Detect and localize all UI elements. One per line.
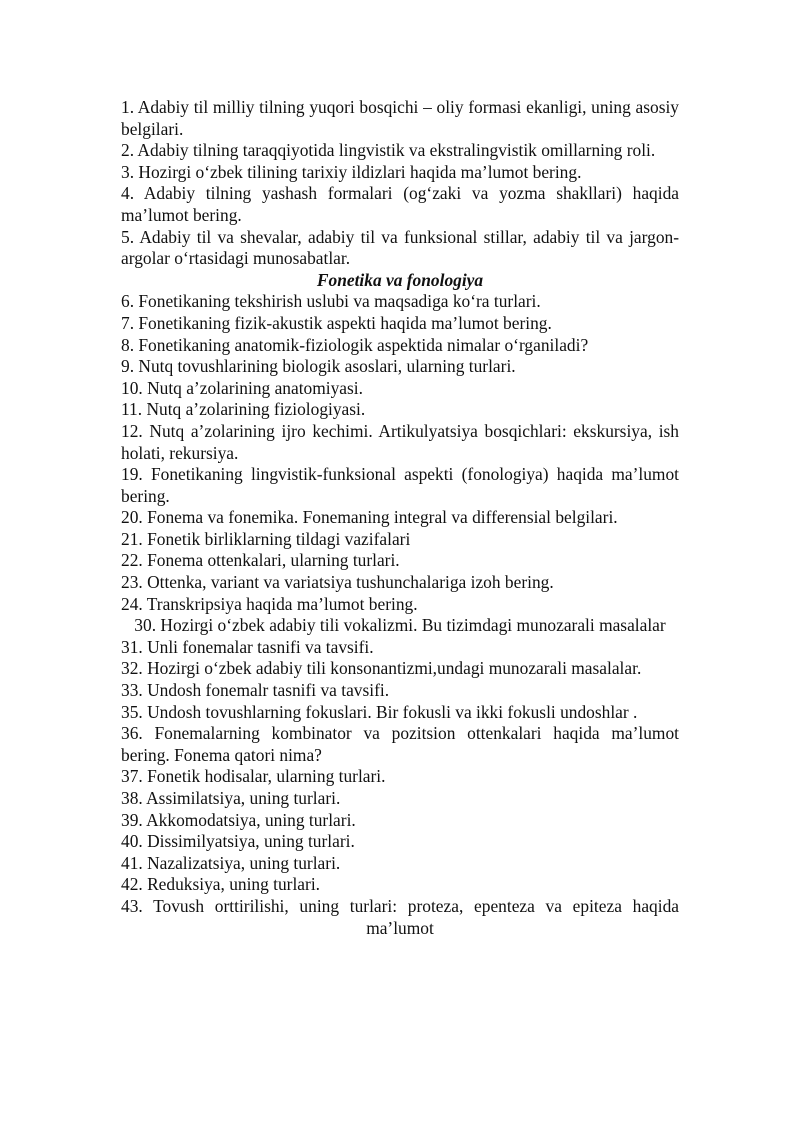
list-item: 24. Transkripsiya haqida maʼlumot bering. xyxy=(121,593,418,614)
list-item: 5. Adabiy til va shevalar, adabiy til va funksional stillar, adabiy til va jargon-argolar oʻrtasidagi munosabatlar. xyxy=(121,226,679,269)
list-item: 9. Nutq tovushlarining biologik asoslari, ularning turlari. xyxy=(121,356,516,377)
list-item: 33. Undosh fonemalr tasnifi va tavsifi. xyxy=(121,680,390,701)
list-item: 1. Adabiy til milliy tilning yuqori bosqichi – oliy formasi ekanligi, uning asosiy belgilari. xyxy=(121,97,679,139)
list-item: 10. Nutq a’zolarining anatomiyasi. xyxy=(121,377,363,398)
list-item: 40. Dissimilyatsiya, uning turlari. xyxy=(121,831,355,852)
list-item: 23. Ottenka, variant va variatsiya tushunchalariga izoh bering. xyxy=(121,572,554,593)
list-item: 35. Undosh tovushlarning fokuslari. Bir fokusli va ikki fokusli undoshlar . xyxy=(121,701,638,722)
list-item: 12. Nutq a’zolarining ijro kechimi. Artikulyatsiya bosqichlari: ekskursiya, ish holati, rekursiya. xyxy=(121,420,679,463)
list-item: 41. Nazalizatsiya, uning turlari. xyxy=(121,852,341,873)
list-item: 43. Tovush orttirilishi, uning turlari: proteza, epenteza va epiteza haqida maʼlumot xyxy=(121,895,679,938)
list-item: 38. Assimilatsiya, uning turlari. xyxy=(121,788,341,808)
list-item: 4. Adabiy tilning yashash formalari (ogʻzaki va yozma shakllari) haqida maʼlumot bering. xyxy=(121,183,679,225)
list-item: 30. Hozirgi oʻzbek adabiy tili vokalizmi. Bu tizimdagi munozarali masalalar xyxy=(134,615,666,636)
list-item: 42. Reduksiya, uning turlari. xyxy=(121,874,320,895)
list-item: 3. Hozirgi oʻzbek tilining tarixiy ildizlari haqida maʼlumot bering. xyxy=(121,161,582,182)
list-item: 6. Fonetikaning tekshirish uslubi va maqsadiga koʻra turlari. xyxy=(121,291,541,312)
list-item: 31. Unli fonemalar tasnifi va tavsifi. xyxy=(121,636,374,657)
list-item: 37. Fonetik hodisalar, ularning turlari. xyxy=(121,766,386,787)
list-item: 22. Fonema ottenkalari, ularning turlari. xyxy=(121,550,400,571)
list-item: 36. Fonemalarning kombinator va pozitsion ottenkalari haqida maʼlumot bering. Fonema qatori nima? xyxy=(121,723,679,765)
list-item: 21. Fonetik birliklarning tildagi vazifalari xyxy=(121,528,411,549)
document-page xyxy=(121,97,679,939)
list-item: 8. Fonetikaning anatomik-fiziologik aspektida nimalar oʻrganiladi? xyxy=(121,334,589,355)
list-item: 7. Fonetikaning fizik-akustik aspekti haqida maʼlumot bering. xyxy=(121,312,552,333)
list-item: 20. Fonema va fonemika. Fonemaning integral va differensial belgilari. xyxy=(121,507,618,528)
section-heading: Fonetika va fonologiya xyxy=(316,269,484,290)
list-item: 11. Nutq a’zolarining fiziologiyasi. xyxy=(121,399,366,420)
list-item: 2. Adabiy tilning taraqqiyotida lingvistik va ekstralingvistik omillarning roli. xyxy=(121,140,656,161)
list-item: 19. Fonetikaning lingvistik-funksional aspekti (fonologiya) haqida maʼlumot bering. xyxy=(121,464,679,506)
list-item: 39. Akkomodatsiya, uning turlari. xyxy=(121,809,356,830)
list-item: 32. Hozirgi oʻzbek adabiy tili konsonantizmi,undagi munozarali masalalar. xyxy=(121,658,642,679)
